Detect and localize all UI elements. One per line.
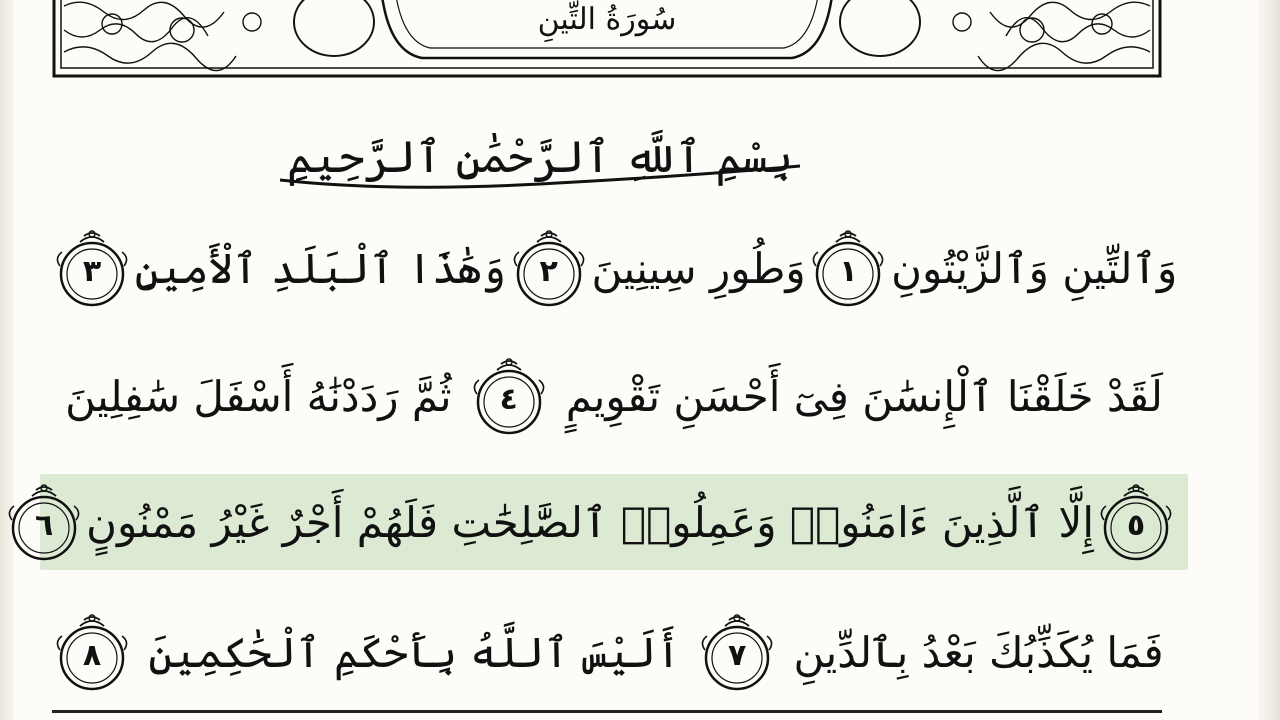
ayah-marker[interactable] [467, 354, 551, 438]
verse-line-highlighted[interactable] [34, 474, 1188, 570]
surah-title: سُورَةُ التِّينِ [537, 2, 677, 37]
surah-header-frame [52, 0, 1162, 80]
ayah-marker[interactable] [1094, 480, 1178, 564]
verse-text[interactable]: إِلَّا ٱلَّذِينَ ءَامَنُوا۟ وَعَمِلُوا۟ ٱلصَّٰلِحَٰتِ فَلَهُمْ أَجْرٌ غَيْرُ مَمْنُونٍ [86, 497, 1094, 547]
ayah-number: ٦ [34, 507, 54, 543]
ayah-number: ٣ [82, 253, 102, 289]
ayah-marker[interactable] [695, 610, 779, 694]
ayah-number: ٢ [539, 253, 558, 289]
verse-text[interactable]: وَطُورِ سِينِينَ [591, 243, 806, 293]
verse-line[interactable] [40, 606, 1188, 698]
page-edge-left [0, 0, 14, 720]
ayah-number: ٧ [727, 637, 747, 673]
ayah-marker[interactable] [50, 226, 134, 310]
basmala: بِسْمِ ٱللَّهِ ٱلرَّحْمَٰنِ ٱلرَّحِيمِ [286, 132, 794, 183]
page-edge-right [1258, 0, 1280, 720]
verse-line[interactable] [40, 350, 1188, 442]
verse-text[interactable]: وَٱلتِّينِ وَٱلزَّيْتُونِ [891, 243, 1178, 293]
ayah-marker[interactable] [2, 480, 86, 564]
verse-line[interactable] [40, 222, 1188, 314]
ayah-marker[interactable] [806, 226, 890, 310]
ayah-marker[interactable] [507, 226, 591, 310]
ayah-number: ٥ [1126, 507, 1146, 543]
verse-text[interactable]: لَقَدْ خَلَقْنَا ٱلْإِنسَٰنَ فِىٓ أَحْسَنِ تَقْوِيمٍ [565, 371, 1163, 421]
ayah-number: ٨ [82, 637, 102, 673]
verse-text[interactable]: أَلَيْسَ ٱللَّهُ بِأَحْكَمِ ٱلْحَٰكِمِينَ [148, 627, 681, 677]
bottom-rule [52, 710, 1162, 713]
ayah-marker[interactable] [50, 610, 134, 694]
verse-text[interactable]: فَمَا يُكَذِّبُكَ بَعْدُ بِٱلدِّينِ [793, 627, 1164, 677]
verse-text[interactable]: ثُمَّ رَدَدْنَٰهُ أَسْفَلَ سَٰفِلِينَ [65, 371, 452, 421]
ayah-number: ٤ [499, 381, 518, 417]
ayah-number: ١ [839, 253, 858, 289]
verse-text[interactable]: وَهَٰذَا ٱلْبَلَدِ ٱلْأَمِينِ [134, 243, 506, 293]
